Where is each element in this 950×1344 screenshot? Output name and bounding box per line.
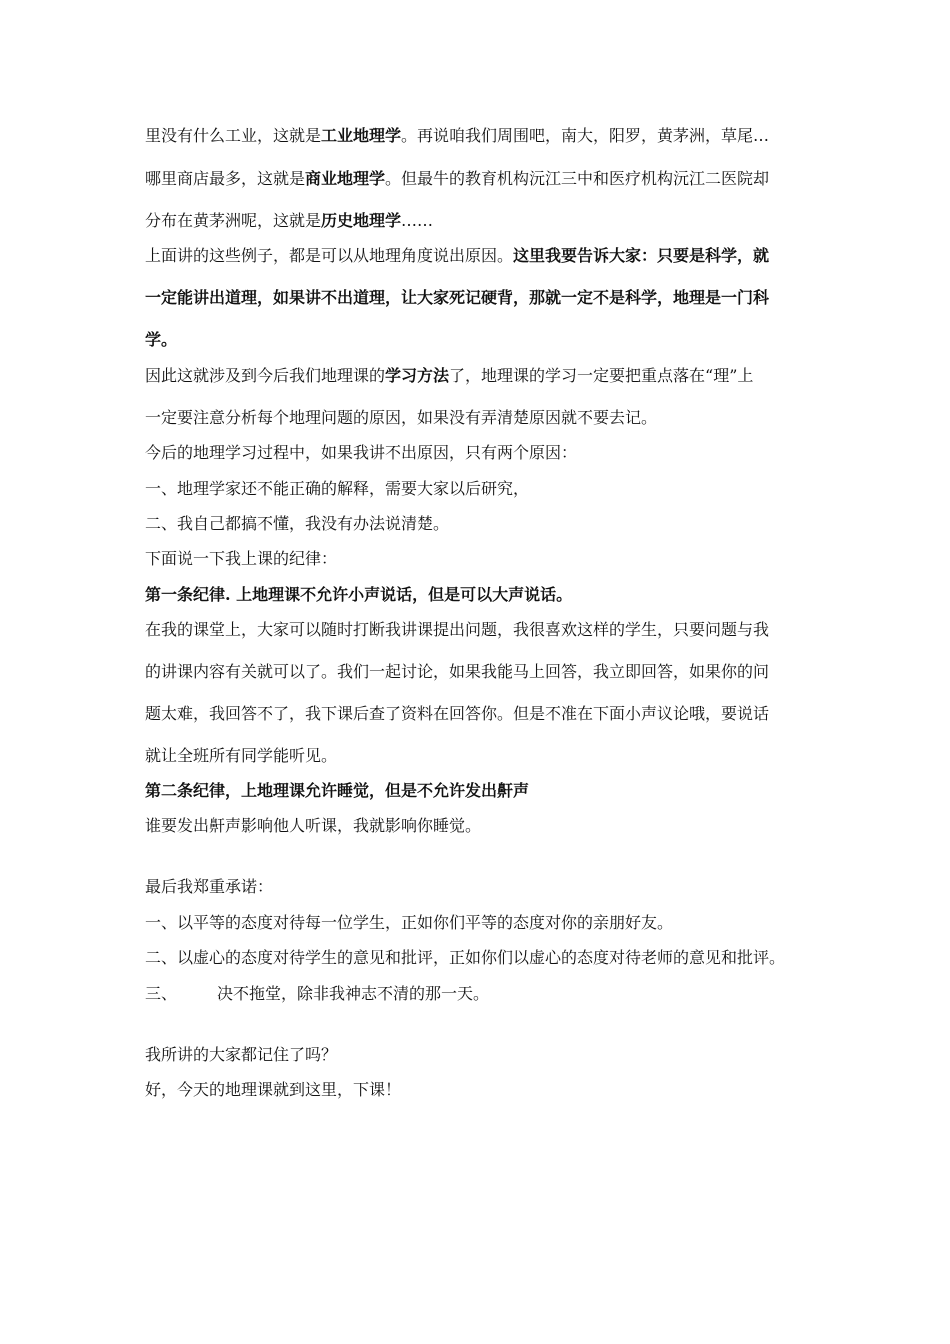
closing-end: 好，今天的地理课就到这里，下课！ bbox=[145, 1080, 402, 1099]
text-run: …… bbox=[401, 211, 434, 230]
text-run: 决不拖堂，除非我神志不清的那一天。 bbox=[217, 984, 490, 1003]
text-run: 上面讲的这些例子，都是可以从地理角度说出原因。 bbox=[145, 246, 514, 265]
bold-term: 工业地理学 bbox=[321, 126, 402, 145]
reason-2: 二、我自己都搞不懂，我没有办法说清楚。 bbox=[145, 514, 450, 533]
bold-term: 历史地理学 bbox=[321, 211, 402, 230]
rule-1-title: 第一条纪律. 上地理课不允许小声说话，但是可以大声说话。 bbox=[145, 585, 573, 604]
bold-term: 商业地理学 bbox=[305, 169, 386, 188]
paragraph-2-line-2: 一定能讲出道理，如果讲不出道理，让大家死记硬背，那就一定不是科学，地理是一门科 bbox=[145, 288, 770, 307]
paragraph-3-line-2: 一定要注意分析每个地理问题的原因，如果没有弄清楚原因就不要去记。 bbox=[145, 408, 658, 427]
promise-2: 二、以虚心的态度对待学生的意见和批评，正如你们以虚心的态度对待老师的意见和批评。 bbox=[145, 948, 786, 967]
paragraph-2-line-1 bbox=[145, 246, 769, 266]
text-run: 分布在黄茅洲呢，这就是 bbox=[145, 211, 322, 230]
bold-text: 这里我要告诉大家：只要是科学，就 bbox=[513, 246, 770, 265]
rule-2-title: 第二条纪律，上地理课允许睡觉，但是不允许发出鼾声 bbox=[145, 781, 530, 800]
text-run: 里没有什么工业，这就是 bbox=[145, 126, 322, 145]
promise-3 bbox=[145, 984, 489, 1004]
paragraph-1-line-3 bbox=[145, 211, 433, 231]
text-run: 哪里商店最多，这就是 bbox=[145, 169, 306, 188]
text-run: 因此这就涉及到今后我们地理课的 bbox=[145, 366, 386, 385]
rule-1-line-3: 题太难，我回答不了，我下课后查了资料在回答你。但是不准在下面小声议论哦，要说话 bbox=[145, 704, 770, 723]
text-run: 了，地理课的学习一定要把重点落在“理”上 bbox=[449, 366, 754, 385]
paragraph-2-line-3: 学。 bbox=[145, 330, 178, 349]
rule-1-line-4: 就让全班所有同学能听见。 bbox=[145, 746, 338, 765]
text-run: 。但最牛的教育机构沅江三中和医疗机构沅江二医院却 bbox=[385, 169, 770, 188]
paragraph-1-line-1 bbox=[145, 126, 769, 146]
text-run: 。再说咱我们周围吧，南大，阳罗，黄茅洲，草尾… bbox=[401, 126, 770, 145]
promise-1: 一、以平等的态度对待每一位学生，正如你们平等的态度对你的亲朋好友。 bbox=[145, 913, 674, 932]
reason-1: 一、地理学家还不能正确的解释，需要大家以后研究， bbox=[145, 479, 530, 498]
closing-question: 我所讲的大家都记住了吗？ bbox=[145, 1045, 338, 1064]
rule-2-line-1: 谁要发出鼾声影响他人听课，我就影响你睡觉。 bbox=[145, 816, 482, 835]
reasons-intro: 今后的地理学习过程中，如果我讲不出原因，只有两个原因： bbox=[145, 443, 578, 462]
rules-intro: 下面说一下我上课的纪律： bbox=[145, 549, 338, 568]
rule-1-line-1: 在我的课堂上，大家可以随时打断我讲课提出问题，我很喜欢这样的学生，只要问题与我 bbox=[145, 620, 770, 639]
bold-term: 学习方法 bbox=[385, 366, 450, 385]
rule-1-line-2: 的讲课内容有关就可以了。我们一起讨论，如果我能马上回答，我立即回答，如果你的问 bbox=[145, 662, 770, 681]
paragraph-1-line-2 bbox=[145, 169, 769, 189]
paragraph-3-line-1 bbox=[145, 366, 753, 386]
promise-intro: 最后我郑重承诺： bbox=[145, 877, 274, 896]
list-number: 三、 bbox=[145, 984, 178, 1003]
